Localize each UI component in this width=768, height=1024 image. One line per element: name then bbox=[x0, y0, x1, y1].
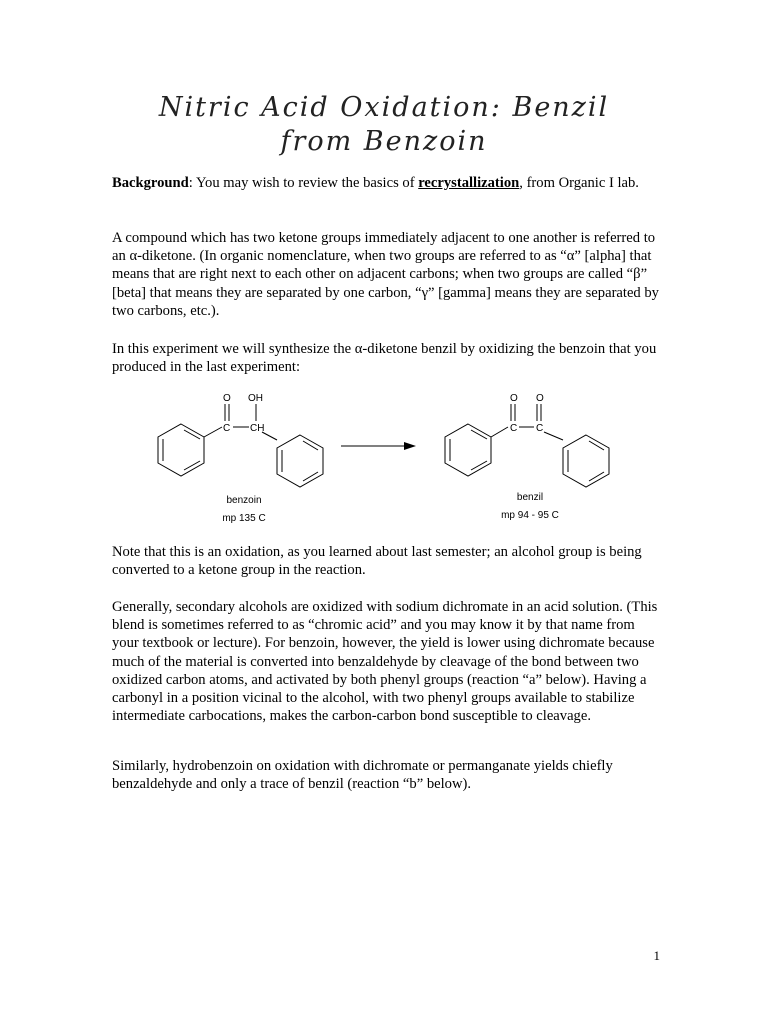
benzil-atom-o2: O bbox=[536, 393, 544, 404]
background-label: Background bbox=[112, 175, 189, 191]
benzoin-atom-oh: OH bbox=[248, 393, 263, 404]
alpha-symbol: α bbox=[566, 248, 575, 265]
recrystallization-link[interactable]: recrystallization bbox=[418, 175, 520, 191]
title-line-2: from Benzoin bbox=[280, 126, 488, 157]
alpha-para-text-4: ” [beta] that means they are separated by one carbon, “ bbox=[112, 266, 648, 301]
background-text-1: : You may wish to review the basics of bbox=[188, 175, 419, 191]
reaction-scheme-drawing bbox=[0, 380, 768, 530]
secondary-alcohols-paragraph: Generally, secondary alcohols are oxidized with sodium dichromate in an acid solution. (This blend is sometimes referred to as “chromic acid” and you may know it by that name from your textbook or lecture). For benzoin, however, the yield is lower using dichromate because much of the material is converted into benzaldehyde by cleavage of the bond between two oxidized carbon atoms, and activated by both phenyl groups (reaction “a” below). Having a carbonyl in a position vicinal to the alcohol, with two phenyl groups available to stabilize intermediate carbocations, makes the carbon-carbon bond susceptible to cleavage. bbox=[112, 599, 658, 725]
experiment-text-1: In this experiment we will synthesize the bbox=[112, 341, 355, 357]
benzoin-phenyl-ring-right bbox=[277, 435, 323, 487]
benzil-phenyl-ring-right bbox=[563, 435, 609, 487]
title-line-1: Nitric Acid Oxidation: Benzil bbox=[158, 92, 610, 123]
alpha-para-text-2: -diketone. (In organic nomenclature, when two groups are referred to as “ bbox=[137, 248, 567, 265]
benzil-atom-c1: C bbox=[510, 423, 518, 434]
background-paragraph bbox=[112, 174, 660, 192]
hydrobenzoin-paragraph: Similarly, hydrobenzoin on oxidation with dichromate or permanganate yields chiefly benzaldehyde and only a trace of benzil (reaction “b” below). bbox=[112, 758, 613, 793]
page-number: 1 bbox=[653, 948, 660, 963]
alpha-para-text-5: ” [gamma] means they are separated by two carbons, etc.). bbox=[112, 284, 659, 319]
experiment-paragraph bbox=[112, 340, 660, 376]
benzoin-name-label: benzoin bbox=[226, 495, 262, 506]
benzil-atom-o1: O bbox=[510, 393, 518, 404]
benzil-mp-label: mp 94 - 95 C bbox=[501, 510, 559, 521]
benzil-phenyl-ring-left bbox=[445, 424, 491, 476]
benzoin-atom-c: C bbox=[223, 423, 231, 434]
benzoin-phenyl-ring-left bbox=[158, 424, 204, 476]
arrow-head bbox=[404, 442, 416, 450]
oxidation-note-paragraph: Note that this is an oxidation, as you learned about last semester; an alcohol group is being converted to a ketone group in the reaction. bbox=[112, 544, 642, 579]
benzil-name-label: benzil bbox=[516, 492, 544, 503]
background-text-2: , from Organic I lab. bbox=[519, 175, 639, 191]
reaction-scheme bbox=[0, 380, 768, 530]
alpha-symbol: α bbox=[354, 341, 363, 357]
alpha-symbol: α bbox=[129, 248, 138, 265]
benzoin-atom-o: O bbox=[223, 393, 231, 404]
alpha-para-text-1: A compound which has two ketone groups immediately adjacent to one another is referred to an bbox=[112, 230, 656, 265]
benzoin-mp-label: mp 135 C bbox=[222, 513, 266, 524]
alpha-para-text-3: ” [alpha] that means that are right next to each other on adjacent carbons; when two groups are called “ bbox=[112, 248, 652, 283]
benzil-atom-c2: C bbox=[536, 423, 544, 434]
beta-symbol: β bbox=[633, 266, 641, 283]
benzoin-atom-ch: CH bbox=[250, 423, 265, 434]
experiment-text-2: -diketone benzil by oxidizing the benzoin that you produced in the last experiment: bbox=[112, 341, 657, 376]
gamma-symbol: γ bbox=[421, 284, 429, 301]
alpha-diketone-paragraph bbox=[112, 229, 660, 320]
